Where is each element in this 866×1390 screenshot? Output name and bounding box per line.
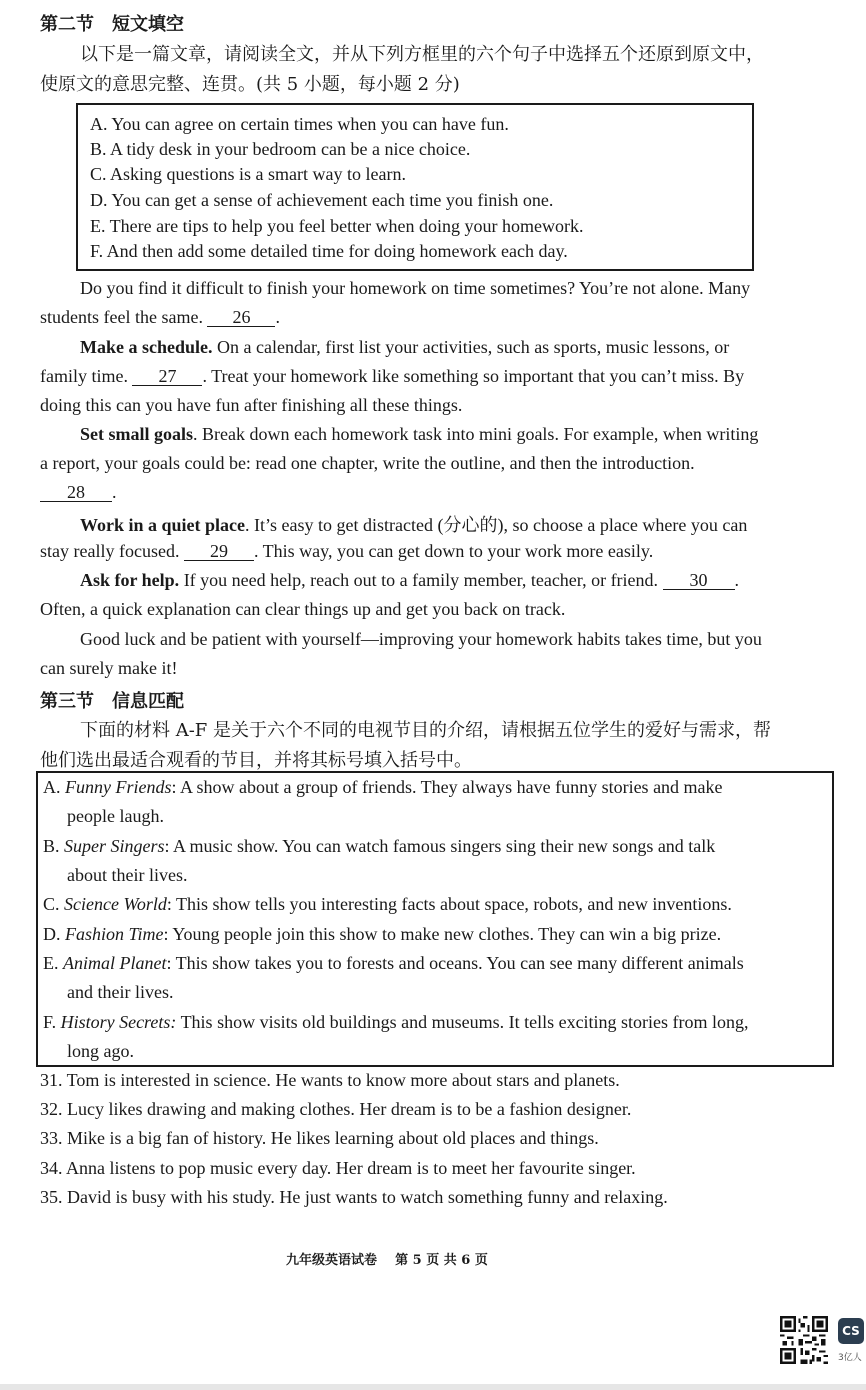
section2-instruction-cont: 使原文的意思完整、连贯。(共 5 小题，每小题 2 分)	[40, 74, 460, 95]
blank-29[interactable]: 29	[184, 542, 254, 561]
option-d: D. You can get a sense of achievement each time you finish one.	[90, 190, 554, 210]
paragraph-intro: Do you find it difficult to finish your homework on time sometimes? You’re not alone. Many	[80, 278, 751, 298]
blank-26[interactable]: 26	[207, 308, 275, 327]
section3-instruction-cont: 他们选出最适合观看的节目，并将其标号填入括号中。	[40, 750, 472, 771]
paragraph-intro-cont: students feel the same. 26 .	[40, 307, 280, 327]
show-e-name: Animal Planet	[63, 953, 167, 973]
question-33: 33. Mike is a big fan of history. He likes learning about old places and things.	[40, 1128, 599, 1148]
paragraph-goals-line3: 28 .	[40, 482, 117, 503]
question-31: 31. Tom is interested in science. He wants to know more about stars and planets.	[40, 1070, 620, 1090]
show-a-cont: people laugh.	[67, 806, 164, 826]
section2-instruction: 以下是一篇文章，请阅读全文，并从下列方框里的六个句子中选择五个还原到原文中，	[80, 44, 764, 65]
section2-title: 第二节 短文填空	[40, 14, 184, 35]
blank-28[interactable]: 28	[40, 483, 112, 502]
heading-make-schedule: Make a schedule.	[80, 337, 213, 357]
paragraph-help: Ask for help. If you need help, reach out to a family member, teacher, or friend. 30 .	[80, 570, 740, 590]
option-f: F. And then add some detailed time for doing homework each day.	[90, 241, 568, 261]
paragraph-closing-line2: can surely make it!	[40, 658, 178, 678]
option-a: A. You can agree on certain times when you can have fun.	[90, 114, 509, 134]
paragraph-goals-line2: a report, your goals could be: read one chapter, write the outline, and then the introduction.	[40, 453, 695, 473]
footer	[286, 1249, 488, 1268]
show-b: B. Super Singers: A music show. You can watch famous singers sing their new songs and talk	[43, 836, 716, 856]
footer-page-info: 第 5 页 共 6 页	[395, 1253, 488, 1268]
paragraph-schedule-line2: family time. 27 . Treat your homework like something so important that you can’t miss. By	[40, 366, 745, 386]
show-a-name: Funny Friends	[65, 777, 172, 797]
question-35: 35. David is busy with his study. He just wants to watch something funny and relaxing.	[40, 1187, 668, 1207]
show-b-cont: about their lives.	[67, 865, 188, 885]
camscanner-logo-icon: CS	[838, 1318, 864, 1344]
qr-code-icon	[780, 1316, 828, 1364]
show-b-name: Super Singers	[64, 836, 165, 856]
heading-ask-help: Ask for help.	[80, 570, 180, 590]
show-d-name: Fashion Time	[65, 924, 164, 944]
paragraph-goals: Set small goals. Break down each homework task into mini goals. For example, when writing	[80, 424, 759, 444]
show-f-cont: long ago.	[67, 1041, 134, 1061]
section3-title: 第三节 信息匹配	[40, 691, 184, 712]
paragraph-help-line2: Often, a quick explanation can clear things up and get you back on track.	[40, 599, 566, 619]
show-e-cont: and their lives.	[67, 982, 174, 1002]
camscanner-tagline: 3亿人	[838, 1353, 862, 1363]
blank-30[interactable]: 30	[663, 571, 735, 590]
show-c: C. Science World: This show tells you interesting facts about space, robots, and new inventions.	[43, 894, 732, 914]
paragraph-quiet-line2: stay really focused. 29 . This way, you can get down to your work more easily.	[40, 541, 654, 561]
option-e: E. There are tips to help you feel better when doing your homework.	[90, 216, 584, 236]
show-e: E. Animal Planet: This show takes you to forests and oceans. You can see many different animals	[43, 953, 744, 973]
show-d: D. Fashion Time: Young people join this show to make new clothes. They can win a big prize.	[43, 924, 722, 944]
show-f: F. History Secrets: This show visits old buildings and museums. It tells exciting stories from long,	[43, 1012, 749, 1032]
footer-exam-name: 九年级英语试卷	[286, 1253, 378, 1268]
heading-quiet-place: Work in a quiet place	[80, 515, 246, 535]
section3-instruction: 下面的材料 A-F 是关于六个不同的电视节目的介绍，请根据五位学生的爱好与需求，帮	[80, 720, 772, 741]
question-32: 32. Lucy likes drawing and making clothes. Her dream is to be a fashion designer.	[40, 1099, 632, 1119]
option-c: C. Asking questions is a smart way to learn.	[90, 164, 406, 184]
heading-small-goals: Set small goals	[80, 424, 194, 444]
question-34: 34. Anna listens to pop music every day. Her dream is to meet her favourite singer.	[40, 1158, 636, 1178]
bottom-strip	[0, 1384, 866, 1390]
show-c-name: Science World	[64, 894, 167, 914]
paragraph-schedule: Make a schedule. On a calendar, first list your activities, such as sports, music lessons, or	[80, 337, 730, 357]
option-b: B. A tidy desk in your bedroom can be a nice choice.	[90, 139, 471, 159]
show-a: A. Funny Friends: A show about a group of friends. They always have funny stories and make	[43, 777, 723, 797]
paragraph-closing: Good luck and be patient with yourself—improving your homework habits takes time, but you	[80, 629, 762, 649]
show-f-name: History Secrets:	[60, 1012, 177, 1032]
paragraph-quiet: Work in a quiet place. It’s easy to get distracted (分心的), so choose a place where you can	[80, 515, 748, 535]
blank-27[interactable]: 27	[132, 367, 202, 386]
paragraph-schedule-line3: doing this can you have fun after finishing all these things.	[40, 395, 463, 415]
